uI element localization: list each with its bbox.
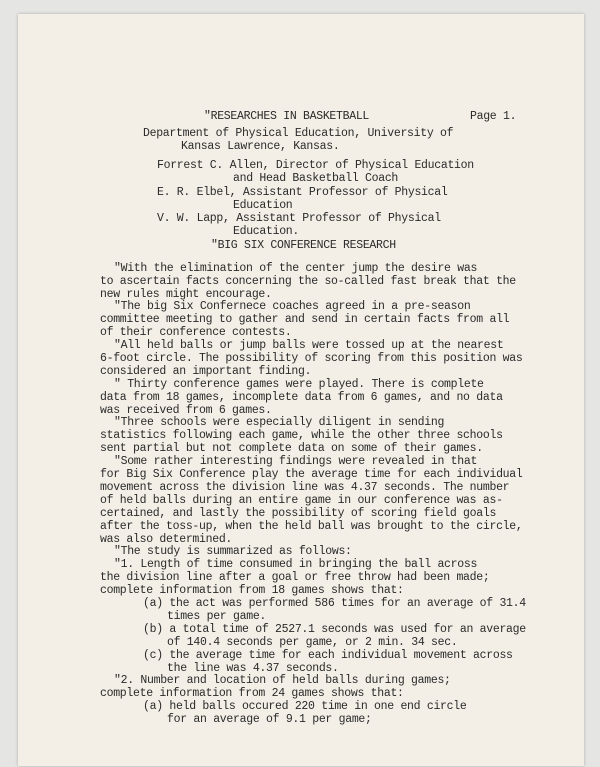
body-line: "All held balls or jump balls were tossed up at the nearest bbox=[114, 339, 504, 352]
author-allen: Forrest C. Allen, Director of Physical Education bbox=[157, 159, 474, 172]
body-line: the division line after a goal or free throw had been made; bbox=[100, 571, 490, 584]
body-line: "The big Six Confernece coaches agreed in a pre-season bbox=[114, 300, 471, 313]
body-line: complete information from 24 games shows that: bbox=[100, 687, 404, 700]
department-line-1: Department of Physical Education, University of bbox=[143, 127, 454, 140]
body-line: "With the elimination of the center jump the desire was bbox=[114, 262, 478, 275]
body-line: the line was 4.37 seconds. bbox=[167, 662, 339, 675]
body-line: of their conference contests. bbox=[100, 326, 292, 339]
body-line: movement across the division line was 4.37 seconds. The number bbox=[100, 481, 510, 494]
body-line: "1. Length of time consumed in bringing the ball across bbox=[114, 558, 478, 571]
body-line: considered an important finding. bbox=[100, 365, 312, 378]
body-line: sent partial but not complete data on some of their games. bbox=[100, 442, 483, 455]
body-line: (a) held balls occured 220 time in one end circle bbox=[143, 700, 467, 713]
body-line: certained, and lastly the possibility of scoring field goals bbox=[100, 507, 497, 520]
author-elbel: E. R. Elbel, Assistant Professor of Physical bbox=[157, 186, 448, 199]
section-title: "BIG SIX CONFERENCE RESEARCH bbox=[211, 239, 396, 252]
body-line: to ascertain facts concerning the so-called fast break that the bbox=[100, 275, 516, 288]
body-line: (b) a total time of 2527.1 seconds was used for an average bbox=[143, 623, 526, 636]
author-elbel-title: Education bbox=[233, 199, 293, 212]
body-line: "Three schools were especially diligent in sending bbox=[114, 416, 445, 429]
body-line: of held balls during an entire game in our conference was as- bbox=[100, 494, 503, 507]
author-lapp-title: Education. bbox=[233, 225, 300, 238]
body-line: times per game. bbox=[167, 610, 267, 623]
document-title: "RESEARCHES IN BASKETBALL bbox=[204, 110, 370, 123]
body-line: " Thirty conference games were played. There is complete bbox=[114, 378, 484, 391]
body-line: statistics following each game, while the other three schools bbox=[100, 429, 503, 442]
page-number: Page 1. bbox=[470, 110, 517, 123]
body-line: was received from 6 games. bbox=[100, 404, 272, 417]
body-line: of 140.4 seconds per game, or 2 min. 34 sec. bbox=[167, 636, 458, 649]
department-line-2: Kansas Lawrence, Kansas. bbox=[181, 140, 340, 153]
body-line: "Some rather interesting findings were revealed in that bbox=[114, 455, 478, 468]
body-line: was also determined. bbox=[100, 533, 233, 546]
body-line: new rules might encourage. bbox=[100, 288, 272, 301]
body-line: for Big Six Conference play the average time for each individual bbox=[100, 468, 523, 481]
body-line: (c) the average time for each individual movement across bbox=[143, 649, 513, 662]
body-line: 6-foot circle. The possibility of scoring from this position was bbox=[100, 352, 523, 365]
author-lapp: V. W. Lapp, Assistant Professor of Physical bbox=[157, 212, 441, 225]
body-line: complete information from 18 games shows that: bbox=[100, 584, 404, 597]
body-line: for an average of 9.1 per game; bbox=[167, 713, 372, 726]
body-line: after the toss-up, when the held ball was brought to the circle, bbox=[100, 520, 523, 533]
body-line: (a) the act was performed 586 times for an average of 31.4 bbox=[143, 597, 526, 610]
author-allen-title: and Head Basketball Coach bbox=[233, 172, 399, 185]
body-line: "2. Number and location of held balls during games; bbox=[114, 674, 451, 687]
body-line: data from 18 games, incomplete data from 6 games, and no data bbox=[100, 391, 503, 404]
body-line: committee meeting to gather and send in certain facts from all bbox=[100, 313, 510, 326]
body-line: "The study is summarized as follows: bbox=[114, 545, 352, 558]
